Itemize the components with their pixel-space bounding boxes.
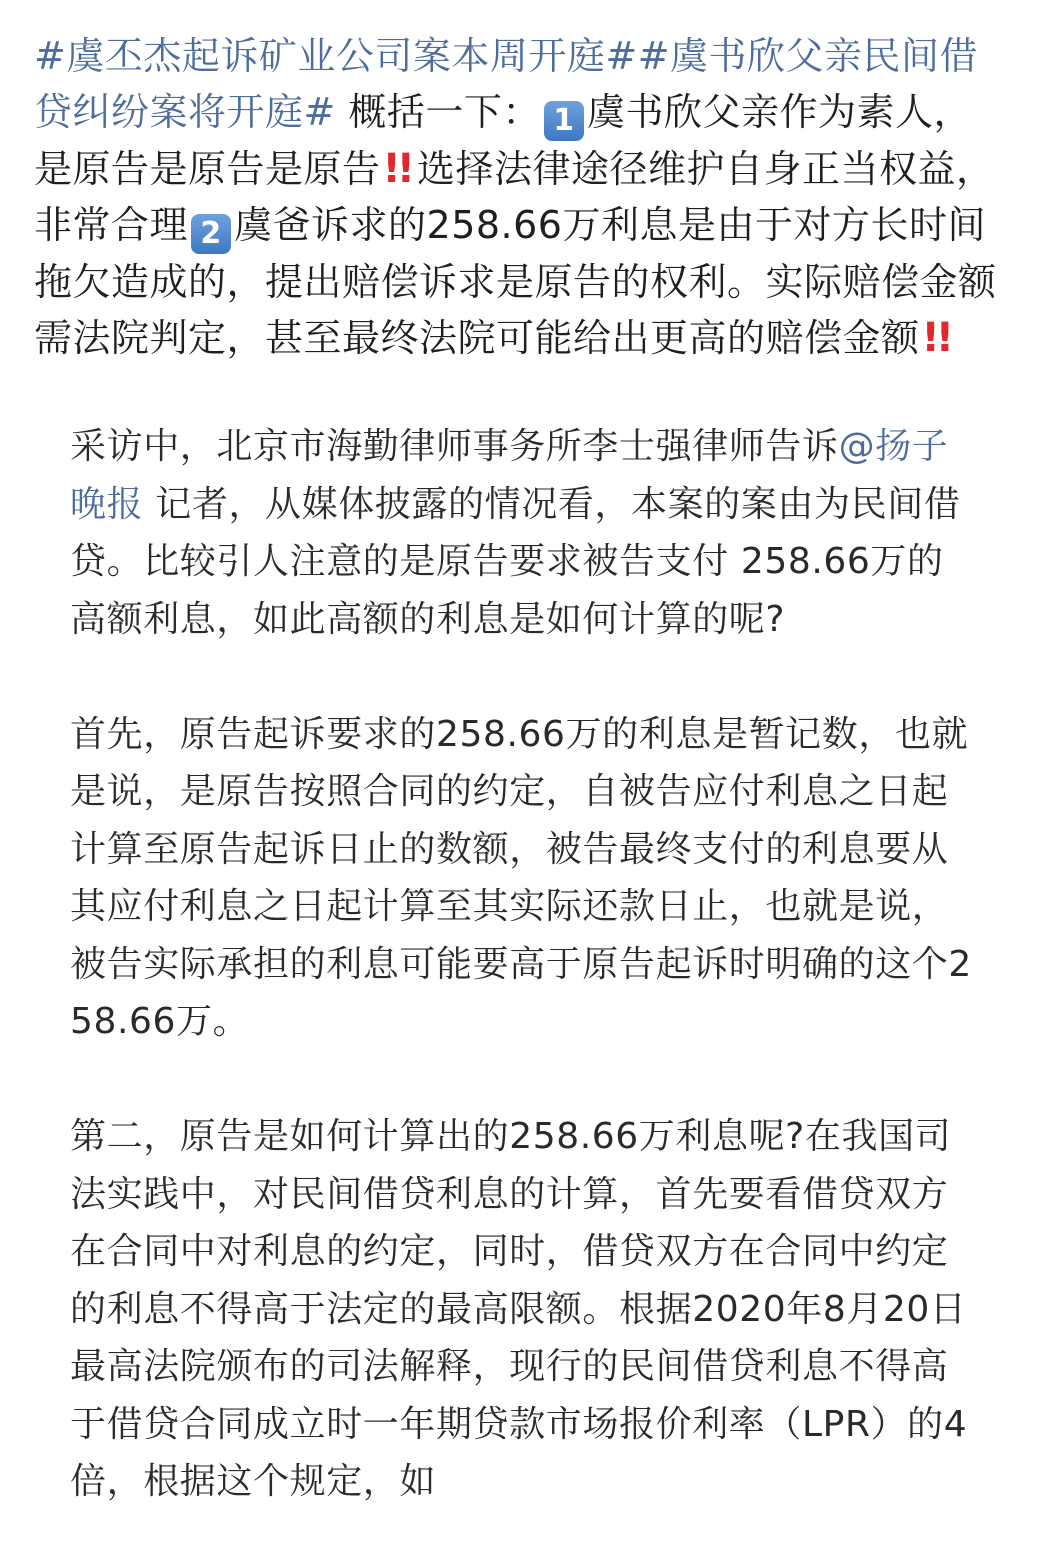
quote-paragraph-3: 第二，原告是如何计算出的258.66万利息呢?在我国司法实践中，对民间借贷利息的计算，首先要看借贷双方在合同中对利息的约定，同时，借贷双方在合同中约定的利息不得高于法定的最高限额。根据2020年8月20日最高法院颁布的司法解释，现行的民间借贷利息不得高于借贷合同成立时一年期贷款市场报价利率（LPR）的4倍，根据这个规定，如 [70,1116,968,1502]
quote-paragraph-1 [70,418,975,648]
intro-text: 概括一下： [335,90,541,134]
topic-link-loan-dispute[interactable]: #虞书欣父亲民间借贷纠纷案将开庭# [34,34,979,134]
topic-link-case-hearing[interactable]: #虞丕杰起诉矿业公司案本周开庭# [34,34,638,78]
double-exclamation-icon: !! [921,315,950,361]
quote-paragraph-2: 首先，原告起诉要求的258.66万的利息是暂记数，也就是说，是原告按照合同的约定，自被告应付利息之日起计算至原告起诉日止的数额，被告最终支付的利息要从其应付利息之日起计算至其实际还款日止，也就是说，被告实际承担的利息可能要高于原告起诉时明确的这个258.66万。 [70,713,972,1042]
point-1-text: 虞书欣父亲作为素人，是原告是原告是原告 [34,90,972,191]
quote-paragraph-1-before: 采访中，北京市海勤律师事务所李士强律师告诉 [70,426,839,467]
keycap-1-icon: 1 [544,101,584,141]
post-body [34,28,1009,366]
quoted-article [70,418,975,1568]
double-exclamation-icon: !! [382,146,411,192]
mention-link-yangzi-evening-news[interactable]: @扬子晚报 [70,426,949,525]
quote-paragraph-1-after: 记者，从媒体披露的情况看，本案的案由为民间借贷。比较引人注意的是原告要求被告支付 258.66万的高额利息，如此高额的利息是如何计算的呢? [70,483,961,640]
keycap-2-icon: 2 [191,214,231,254]
point-1-continued-text: 选择法律途径维护自身正当权益，非常合理 [34,147,995,247]
point-2-text: 虞爸诉求的258.66万利息是由于对方长时间拖欠造成的，提出赔偿诉求是原告的权利。实际赔偿金额需法院判定，甚至最终法院可能给出更高的赔偿金额 [34,203,997,360]
